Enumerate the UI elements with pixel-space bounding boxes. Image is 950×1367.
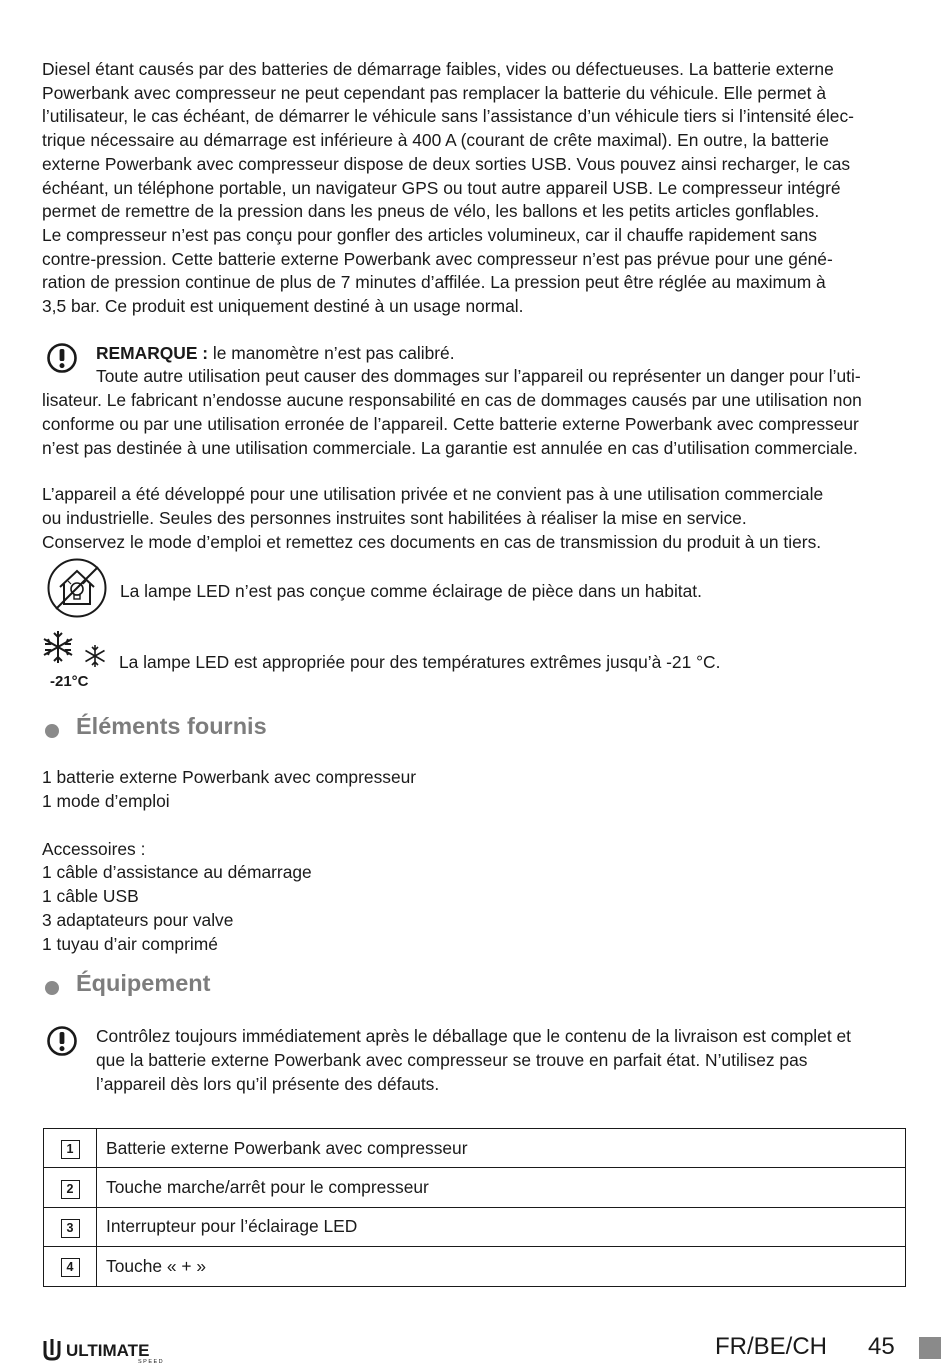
list-item: 1 mode d’emploi xyxy=(42,791,170,812)
accessories-label: Accessoires : xyxy=(42,838,146,859)
list-item: 1 batterie externe Powerbank avec compresseur xyxy=(42,767,417,788)
part-label: Touche marche/arrêt pour le compresseur xyxy=(97,1168,906,1207)
text-line: échéant, un téléphone portable, un navigateur GPS ou tout autre appareil USB. Le compresseur intégré xyxy=(42,177,841,198)
text-line: permet de remettre de la pression dans les pneus de vélo, les ballons et les petits articles gonflables. xyxy=(42,201,820,222)
page-marker xyxy=(919,1337,941,1359)
remark-text: le manomètre n’est pas calibré. xyxy=(208,342,455,363)
text-line: ration de pression continue de plus de 7 minutes d’affilée. La pression peut être réglée au maximum à xyxy=(42,272,826,293)
text-line: 3,5 bar. Ce produit est uniquement destiné à un usage normal. xyxy=(42,296,524,317)
section-supplied xyxy=(42,709,908,749)
part-number: 2 xyxy=(61,1180,80,1199)
house-lightbulb-icon xyxy=(46,557,108,619)
led-cold-text: La lampe LED est appropriée pour des températures extrêmes jusqu’à -21 °C. xyxy=(119,652,721,673)
page-content xyxy=(42,58,908,1096)
text-line: externe Powerbank avec compresseur dispose de deux sorties USB. Vous pouvez ainsi recharger, le cas xyxy=(42,153,851,174)
part-label: Interrupteur pour l’éclairage LED xyxy=(97,1207,906,1246)
remark-label: REMARQUE : xyxy=(96,342,209,363)
text-line: n’est pas destinée à une utilisation commerciale. La garantie est annulée en cas d’utilisation commerciale. xyxy=(42,437,858,458)
intro-paragraph xyxy=(42,58,908,319)
brand-sub: SPEED xyxy=(138,1359,165,1363)
table-row xyxy=(44,1207,906,1246)
private-use-paragraph xyxy=(42,483,908,554)
snowflake-icon xyxy=(42,629,112,675)
text-line: Diesel étant causés par des batteries de démarrage faibles, vides ou défectueuses. La batterie externe xyxy=(42,59,834,79)
part-number: 1 xyxy=(61,1140,80,1159)
section-equipment xyxy=(42,966,908,1006)
brand-name: ULTIMATE xyxy=(66,1341,150,1360)
brand-logo xyxy=(42,1337,172,1363)
section-title: Équipement xyxy=(76,970,211,997)
parts-table xyxy=(43,1128,906,1287)
warning-icon xyxy=(46,1025,78,1057)
text-line: trique nécessaire au démarrage est inférieure à 400 A (courant de crête maximal). En outre, la batterie xyxy=(42,130,829,151)
region-label: FR/BE/CH xyxy=(715,1333,828,1360)
table-row xyxy=(44,1129,906,1168)
text-line: Powerbank avec compresseur ne peut cependant pas remplacer la batterie du véhicule. Elle permet à xyxy=(42,82,826,103)
supplied-list xyxy=(42,766,908,956)
text-line: ou industrielle. Seules des personnes instruites sont habilitées à réaliser la mise en service. xyxy=(42,507,747,528)
table-row xyxy=(44,1168,906,1207)
text-line: Contrôlez toujours immédiatement après le déballage que le contenu de la livraison est complet et xyxy=(96,1026,851,1047)
text-line: contre-pression. Cette batterie externe Powerbank avec compresseur n’est pas prévue pour une géné- xyxy=(42,248,833,269)
led-house-note xyxy=(42,557,908,621)
section-bullet xyxy=(45,724,59,738)
table-row xyxy=(44,1247,906,1286)
text-line: Le compresseur n’est pas conçu pour gonfler des articles volumineux, car il chauffe rapidement sans xyxy=(42,224,817,245)
list-item: 3 adaptateurs pour valve xyxy=(42,909,234,930)
led-cold-note xyxy=(42,629,908,697)
part-label: Batterie externe Powerbank avec compresseur xyxy=(97,1129,906,1168)
text-line: L’appareil a été développé pour une utilisation privée et ne convient pas à une utilisation commerciale xyxy=(42,484,824,505)
text-line: que la batterie externe Powerbank avec compresseur se trouve en parfait état. N’utilisez pas xyxy=(96,1049,808,1070)
list-item: 1 tuyau d’air comprimé xyxy=(42,933,218,954)
warning-icon xyxy=(46,342,78,374)
list-item: 1 câble USB xyxy=(42,886,139,907)
part-number: 4 xyxy=(61,1258,80,1277)
remark-note xyxy=(42,342,908,461)
temperature-label: -21°C xyxy=(50,673,89,691)
part-label: Touche « + » xyxy=(97,1247,906,1286)
list-item: 1 câble d’assistance au démarrage xyxy=(42,862,312,883)
equipment-warning xyxy=(42,1025,908,1096)
page-number: 45 xyxy=(868,1333,895,1360)
text-line: conforme ou par une utilisation erronée de l’appareil. Cette batterie externe Powerbank avec compresseur xyxy=(42,413,859,434)
part-number: 3 xyxy=(61,1219,80,1238)
text-line: l’utilisateur, le cas échéant, de démarrer le véhicule sans l’assistance d’un véhicule tiers si l’intensité élec- xyxy=(42,106,854,127)
text-line: Toute autre utilisation peut causer des dommages sur l’appareil ou représenter un danger pour l’uti- xyxy=(96,366,861,387)
section-bullet xyxy=(45,981,59,995)
text-line: Conservez le mode d’emploi et remettez ces documents en cas de transmission du produit à un tiers. xyxy=(42,531,822,552)
section-title: Éléments fournis xyxy=(76,713,267,740)
led-house-text: La lampe LED n’est pas conçue comme éclairage de pièce dans un habitat. xyxy=(120,581,702,602)
text-line: lisateur. Le fabricant n’endosse aucune responsabilité en cas de dommages causés par une utilisation non xyxy=(42,390,862,411)
text-line: l’appareil dès lors qu’il présente des défauts. xyxy=(96,1073,440,1094)
